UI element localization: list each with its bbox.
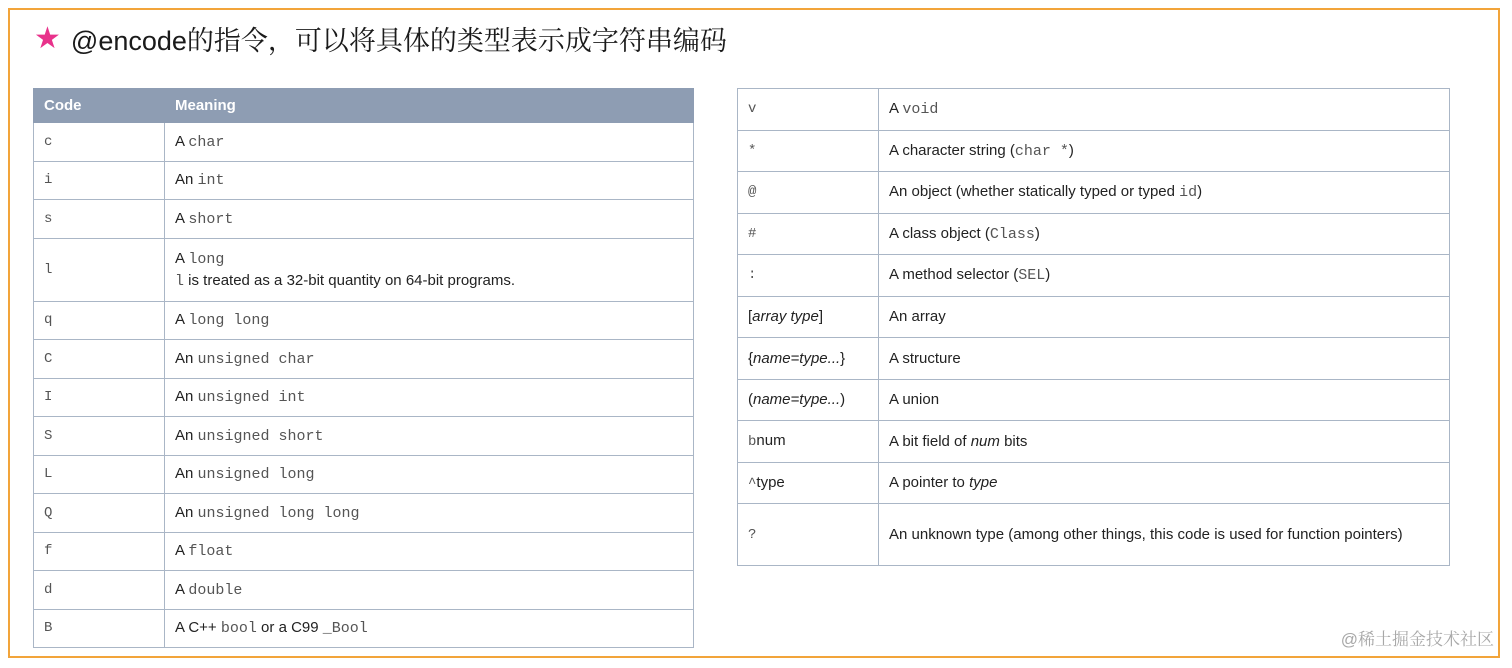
type-name: long [188, 250, 225, 268]
meaning-after: ) [1034, 224, 1040, 242]
code-cell: * [738, 130, 879, 172]
code-bracket-open: { [748, 349, 754, 367]
code-cell [738, 338, 879, 380]
table-row [34, 455, 694, 494]
table-row [738, 296, 1450, 338]
type-name: unsigned int [197, 389, 306, 407]
meaning-prefix: A [175, 311, 189, 329]
meaning-cell: An unknown type (among other things, this code is used for function pointers) [879, 504, 1450, 566]
code-mono: ^ [748, 475, 757, 492]
table-row [738, 130, 1450, 172]
meaning-cell [165, 417, 694, 456]
meaning-prefix: A [175, 132, 189, 150]
code-cell: # [738, 213, 879, 255]
code-cell: I [34, 378, 165, 417]
note-code: l [175, 272, 185, 290]
code-italic: name=type... [753, 391, 841, 409]
table-row [34, 532, 694, 571]
meaning-note [175, 272, 683, 290]
table-row [738, 421, 1450, 463]
table-row [34, 200, 694, 239]
watermark: @稀土掘金技术社区 [1340, 630, 1494, 649]
meaning-after: ) [1068, 141, 1074, 159]
meaning-cell [165, 340, 694, 379]
table-row [34, 571, 694, 610]
code-cell [738, 379, 879, 421]
meaning-cell [879, 130, 1450, 172]
table-row [738, 462, 1450, 504]
meaning-prefix: An [175, 503, 198, 521]
type-name: bool [220, 620, 257, 638]
column-header-code: Code [34, 89, 165, 123]
meaning-after: bits [999, 432, 1028, 450]
meaning-prefix: An [175, 465, 198, 483]
meaning-text: A character string ( [889, 141, 1015, 159]
type-name: float [188, 543, 234, 561]
code-cell: S [34, 417, 165, 456]
type-name-2: _Bool [322, 620, 368, 638]
code-cell: i [34, 161, 165, 200]
table-row [34, 238, 694, 301]
code-bracket-open: ( [748, 391, 753, 409]
code-cell: f [34, 532, 165, 571]
meaning-cell [879, 172, 1450, 214]
table-row [738, 338, 1450, 380]
code-mono: b [748, 434, 757, 451]
type-name: double [188, 581, 243, 599]
code-cell: Q [34, 494, 165, 533]
meaning-prefix: A [175, 249, 189, 267]
column-header-meaning: Meaning [165, 89, 694, 123]
code-cell [738, 296, 879, 338]
type-name: id [1179, 184, 1198, 202]
table-header-row [34, 89, 694, 123]
meaning-after: ) [1045, 266, 1051, 284]
type-name: int [197, 172, 225, 190]
page-title-text: @encode的指令，可以将具体的类型表示成字符串编码 [70, 25, 727, 56]
meaning-cell [879, 213, 1450, 255]
table-row [34, 340, 694, 379]
code-cell: : [738, 255, 879, 297]
type-name: char * [1014, 142, 1069, 160]
meaning-text: A bit field of [889, 432, 971, 450]
code-bracket-close: ) [840, 391, 846, 409]
type-name: long long [188, 312, 270, 330]
type-name: unsigned char [197, 350, 315, 368]
table-row [34, 609, 694, 648]
meaning-prefix: An [175, 426, 198, 444]
meaning-prefix: An [175, 388, 198, 406]
meaning-cell [165, 532, 694, 571]
meaning-cell [879, 462, 1450, 504]
code-italic: name=type... [753, 349, 841, 367]
meaning-text: A method selector ( [889, 266, 1019, 284]
table-row [738, 89, 1450, 131]
meaning-prefix: A [175, 542, 189, 560]
table-row [34, 161, 694, 200]
code-cell: B [34, 609, 165, 648]
table-row [34, 301, 694, 340]
code-rest: type [756, 473, 785, 491]
meaning-prefix: A [175, 209, 189, 227]
code-cell: ? [738, 504, 879, 566]
type-name: void [902, 101, 939, 119]
table-row [34, 123, 694, 162]
code-cell: q [34, 301, 165, 340]
star-icon: ★ [34, 21, 61, 55]
table-row [738, 379, 1450, 421]
meaning-cell [165, 455, 694, 494]
code-cell [738, 421, 879, 463]
table-row [738, 213, 1450, 255]
page-title [34, 18, 727, 58]
encoding-table-left [33, 88, 694, 648]
table-row [34, 378, 694, 417]
code-cell: l [34, 238, 165, 301]
meaning-cell [165, 238, 694, 301]
code-rest: num [756, 432, 786, 450]
meaning-cell [165, 494, 694, 533]
meaning-after: ) [1197, 183, 1203, 201]
meaning-cell: A union [879, 379, 1450, 421]
table-row [34, 417, 694, 456]
meaning-cell [879, 421, 1450, 463]
meaning-cell [165, 571, 694, 610]
meaning-prefix: A [175, 580, 189, 598]
meaning-cell [879, 89, 1450, 131]
meaning-italic: num [970, 432, 1000, 450]
meaning-italic: type [969, 474, 998, 492]
meaning-cell [165, 123, 694, 162]
meaning-cell [879, 255, 1450, 297]
meaning-cell [165, 200, 694, 239]
meaning-cell: An array [879, 296, 1450, 338]
meaning-cell [165, 161, 694, 200]
code-cell: d [34, 571, 165, 610]
table-row [738, 172, 1450, 214]
type-name: Class [989, 225, 1035, 243]
meaning-mid: or a C99 [256, 619, 323, 637]
code-cell: v [738, 89, 879, 131]
code-bracket-close: } [840, 349, 846, 367]
encoding-table-right [737, 88, 1450, 566]
meaning-cell [165, 378, 694, 417]
meaning-cell [165, 301, 694, 340]
code-italic: array type [752, 308, 819, 326]
meaning-cell: A structure [879, 338, 1450, 380]
meaning-text: A [889, 100, 903, 118]
type-name: char [188, 133, 225, 151]
type-name: unsigned short [197, 427, 324, 445]
code-bracket-open: [ [748, 308, 753, 326]
meaning-text: A pointer to [889, 474, 970, 492]
meaning-prefix: An [175, 349, 198, 367]
type-name: unsigned long long [197, 504, 360, 522]
code-cell: L [34, 455, 165, 494]
table-row [738, 504, 1450, 566]
meaning-cell [165, 609, 694, 648]
type-name: SEL [1018, 267, 1046, 285]
meaning-text: An object (whether statically typed or typed [889, 183, 1180, 201]
type-name: short [188, 210, 234, 228]
code-cell: c [34, 123, 165, 162]
code-bracket-close: ] [818, 308, 824, 326]
meaning-prefix: An [175, 171, 198, 189]
meaning-text: A class object ( [889, 224, 990, 242]
code-cell: @ [738, 172, 879, 214]
type-name: unsigned long [197, 466, 315, 484]
code-cell [738, 462, 879, 504]
table-row [738, 255, 1450, 297]
table-row [34, 494, 694, 533]
code-cell: C [34, 340, 165, 379]
code-cell: s [34, 200, 165, 239]
meaning-prefix: A C++ [175, 619, 221, 637]
note-text: is treated as a 32-bit quantity on 64-bit programs. [184, 271, 516, 289]
